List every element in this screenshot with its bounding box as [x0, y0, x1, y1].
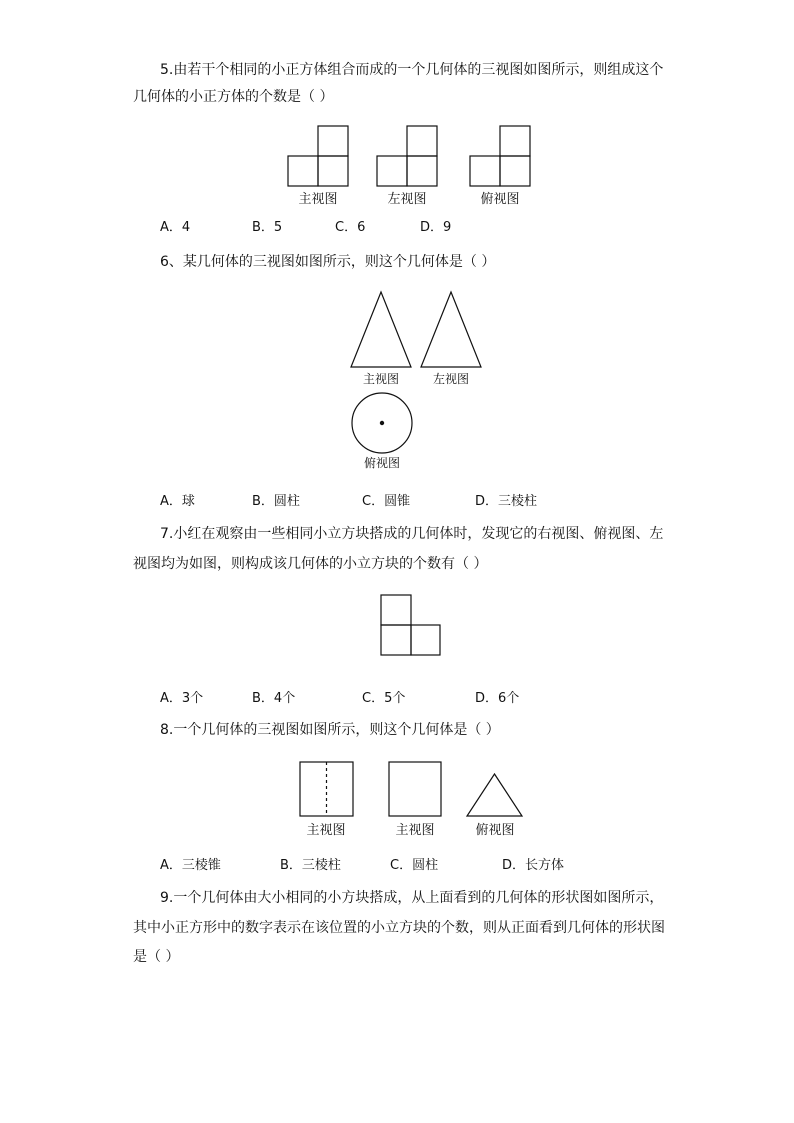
- q8-side-view-figure: [389, 762, 443, 817]
- q5-stem-line1: 5.由若干个相同的小正方体组合而成的一个几何体的三视图如图所示，则组成这个: [160, 62, 664, 78]
- q7-option-a: A．3个: [160, 691, 204, 706]
- q5-label-front: 主视图: [298, 192, 338, 207]
- q8-label-top: 俯视图: [475, 823, 515, 838]
- q9-stem-line1: 9.一个几何体由大小相同的小方块搭成，从上面看到的几何体的形状图如图所示，: [160, 890, 664, 906]
- q5-option-a: A．4: [160, 220, 191, 235]
- q6-option-c: C．圆锥: [362, 494, 411, 509]
- q6-stem-line1: 6、某几何体的三视图如图所示，则这个几何体是（ ）: [160, 254, 496, 270]
- q6-label-left: 左视图: [432, 372, 469, 386]
- q8-label-front: 主视图: [306, 823, 346, 838]
- q6-option-a: A．球: [160, 494, 195, 509]
- q6-label-top: 俯视图: [363, 456, 400, 470]
- q5-front-view-figure: [288, 126, 348, 186]
- q6-left-view-figure: [420, 292, 482, 368]
- q5-label-left: 左视图: [387, 192, 427, 207]
- q7-option-d: D．6个: [475, 691, 520, 706]
- q6-front-view-figure: [350, 292, 412, 368]
- q8-option-a: A．三棱锥: [160, 858, 221, 873]
- q7-option-c: C．5个: [362, 691, 406, 706]
- q5-left-view-figure: [377, 126, 437, 186]
- q5-label-top: 俯视图: [480, 192, 520, 207]
- q7-option-b: B．4个: [252, 691, 296, 706]
- q8-label-side: 主视图: [395, 823, 435, 838]
- q5-option-d: D．9: [420, 220, 452, 235]
- q8-option-b: B．三棱柱: [280, 858, 341, 873]
- q6-label-front: 主视图: [362, 372, 399, 386]
- q5-option-c: C．6: [335, 220, 366, 235]
- q5-option-b: B．5: [252, 220, 283, 235]
- q6-option-b: B．圆柱: [252, 494, 300, 509]
- q8-stem-line1: 8.一个几何体的三视图如图所示，则这个几何体是（ ）: [160, 722, 500, 738]
- q9-stem-line3: 是（ ）: [133, 949, 180, 965]
- q5-top-view-figure: [470, 126, 530, 186]
- q8-top-view-figure: [467, 774, 523, 817]
- q8-option-c: C．圆柱: [390, 858, 439, 873]
- q6-option-d: D．三棱柱: [475, 494, 538, 509]
- q7-stem-line2: 视图均为如图，则构成该几何体的小立方块的个数有（ ）: [133, 556, 488, 572]
- q7-stem-line1: 7.小红在观察由一些相同小立方块搭成的几何体时，发现它的右视图、俯视图、左: [160, 526, 664, 542]
- q8-option-d: D．长方体: [502, 858, 565, 873]
- q7-view-figure: [381, 595, 441, 655]
- q5-stem-line2: 几何体的小正方体的个数是（ ）: [133, 89, 334, 105]
- q9-stem-line2: 其中小正方形中的数字表示在该位置的小立方块的个数，则从正面看到几何体的形状图: [133, 920, 665, 936]
- q6-top-view-figure: [351, 393, 413, 455]
- q8-front-view-figure: [300, 762, 354, 817]
